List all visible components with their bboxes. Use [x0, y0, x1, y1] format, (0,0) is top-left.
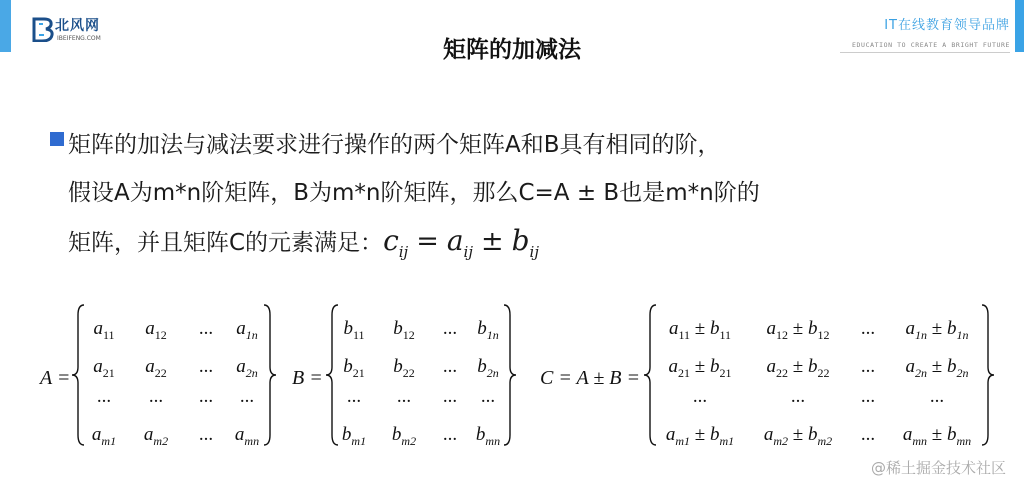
matrix-cell: $b_{1n}$	[477, 318, 499, 342]
matrix-cell: $a_{mn}$	[234, 424, 260, 448]
matrix-cell: ...	[148, 386, 164, 407]
matrix-label: B =	[292, 367, 323, 389]
eq-a: a	[446, 224, 464, 257]
matrix-b	[292, 305, 516, 448]
matrix-cell: ...	[198, 424, 214, 445]
matrix-cell: $a_{m2}$	[143, 424, 169, 448]
matrix-cell: ...	[396, 386, 412, 407]
left-brace	[72, 305, 84, 445]
matrix-cell: $a_{2n} \pm b_{2n}$	[905, 356, 969, 380]
matrix-c	[540, 305, 994, 448]
matrix-cell: ...	[860, 386, 876, 407]
eq-equals: =	[416, 226, 439, 257]
matrix-cell: $a_{12}$	[145, 318, 167, 342]
matrix-cell: $a_{2n}$	[236, 356, 258, 380]
matrix-cell: ...	[442, 318, 458, 339]
matrix-cell: ...	[198, 318, 214, 339]
matrix-cell: ...	[96, 386, 112, 407]
matrix-cell: $b_{2n}$	[477, 356, 499, 380]
page-title: 矩阵的加减法	[443, 37, 581, 63]
matrix-cell: $b_{m1}$	[341, 424, 367, 448]
matrix-cell: $a_{22} \pm b_{22}$	[766, 356, 830, 380]
eq-a-sub: ij	[463, 243, 473, 261]
slogan-en: EDUCATION TO CREATE A BRIGHT FUTURE	[852, 41, 1010, 49]
eq-b-sub: ij	[529, 243, 539, 261]
matrix-cell: ...	[442, 424, 458, 445]
matrix-label: C = A ± B =	[540, 367, 641, 389]
right-brace	[982, 305, 994, 445]
body-line-3-text: 矩阵，并且矩阵C的元素满足：	[68, 230, 384, 256]
matrix-cell: ...	[860, 424, 876, 445]
matrix-cell: $a_{21} \pm b_{21}$	[668, 356, 732, 380]
left-brace	[326, 305, 338, 445]
body-line-2: 假设A为m*n阶矩阵，B为m*n阶矩阵，那么C=A ± B也是m*n阶的	[68, 180, 760, 206]
matrix-cell: $b_{21}$	[343, 356, 365, 380]
matrix-cell: ...	[442, 356, 458, 377]
matrix-a	[38, 305, 276, 448]
matrix-cell: $a_{22}$	[145, 356, 167, 380]
matrix-cell: ...	[442, 386, 458, 407]
matrix-cell: $a_{21}$	[93, 356, 115, 380]
matrix-cell: ...	[198, 356, 214, 377]
matrix-cell: $b_{12}$	[393, 318, 415, 342]
eq-lhs-sub: ij	[398, 243, 409, 261]
matrix-cell: $a_{m2} \pm b_{m2}$	[763, 424, 833, 448]
matrix-cell: $b_{mn}$	[475, 424, 501, 448]
matrix-cell: ...	[346, 386, 362, 407]
left-brace	[644, 305, 656, 445]
matrix-cell: $a_{m1}$	[91, 424, 117, 448]
eq-pm: ±	[480, 226, 504, 257]
logo-name: 北风网	[55, 18, 100, 34]
matrix-cell: $b_{22}$	[393, 356, 415, 380]
matrix-cell: ...	[790, 386, 806, 407]
body-line-1: 矩阵的加法与减法要求进行操作的两个矩阵A和B具有相同的阶，	[68, 132, 721, 158]
eq-b: b	[511, 224, 530, 257]
matrix-cell: ...	[239, 386, 255, 407]
matrix-cell: $a_{mn} \pm b_{mn}$	[902, 424, 972, 448]
slogan-cn: IT在线教育领导品牌	[884, 18, 1010, 33]
matrix-cell: $a_{1n}$	[236, 318, 258, 342]
matrix-cell: ...	[860, 356, 876, 377]
matrix-cell: $a_{11} \pm b_{11}$	[668, 318, 732, 342]
matrix-cell: $a_{m1} \pm b_{m1}$	[665, 424, 735, 448]
matrix-cell: $a_{11}$	[93, 318, 115, 342]
right-brace	[504, 305, 516, 445]
matrix-cell: $b_{m2}$	[391, 424, 417, 448]
matrix-cell: ...	[860, 318, 876, 339]
right-brace	[264, 305, 276, 445]
matrix-cell: $a_{1n} \pm b_{1n}$	[905, 318, 969, 342]
eq-lhs: c	[383, 224, 399, 257]
logo-subtitle: IBEIFENG.COM	[57, 35, 101, 42]
watermark: @稀土掘金技术社区	[870, 459, 1006, 477]
matrix-cell: ...	[198, 386, 214, 407]
matrix-cell: ...	[480, 386, 496, 407]
matrix-label: A =	[40, 367, 71, 389]
matrix-cell: $b_{11}$	[343, 318, 365, 342]
matrix-cell: ...	[692, 386, 708, 407]
matrix-cell: $a_{12} \pm b_{12}$	[766, 318, 830, 342]
matrix-cell: ...	[929, 386, 945, 407]
